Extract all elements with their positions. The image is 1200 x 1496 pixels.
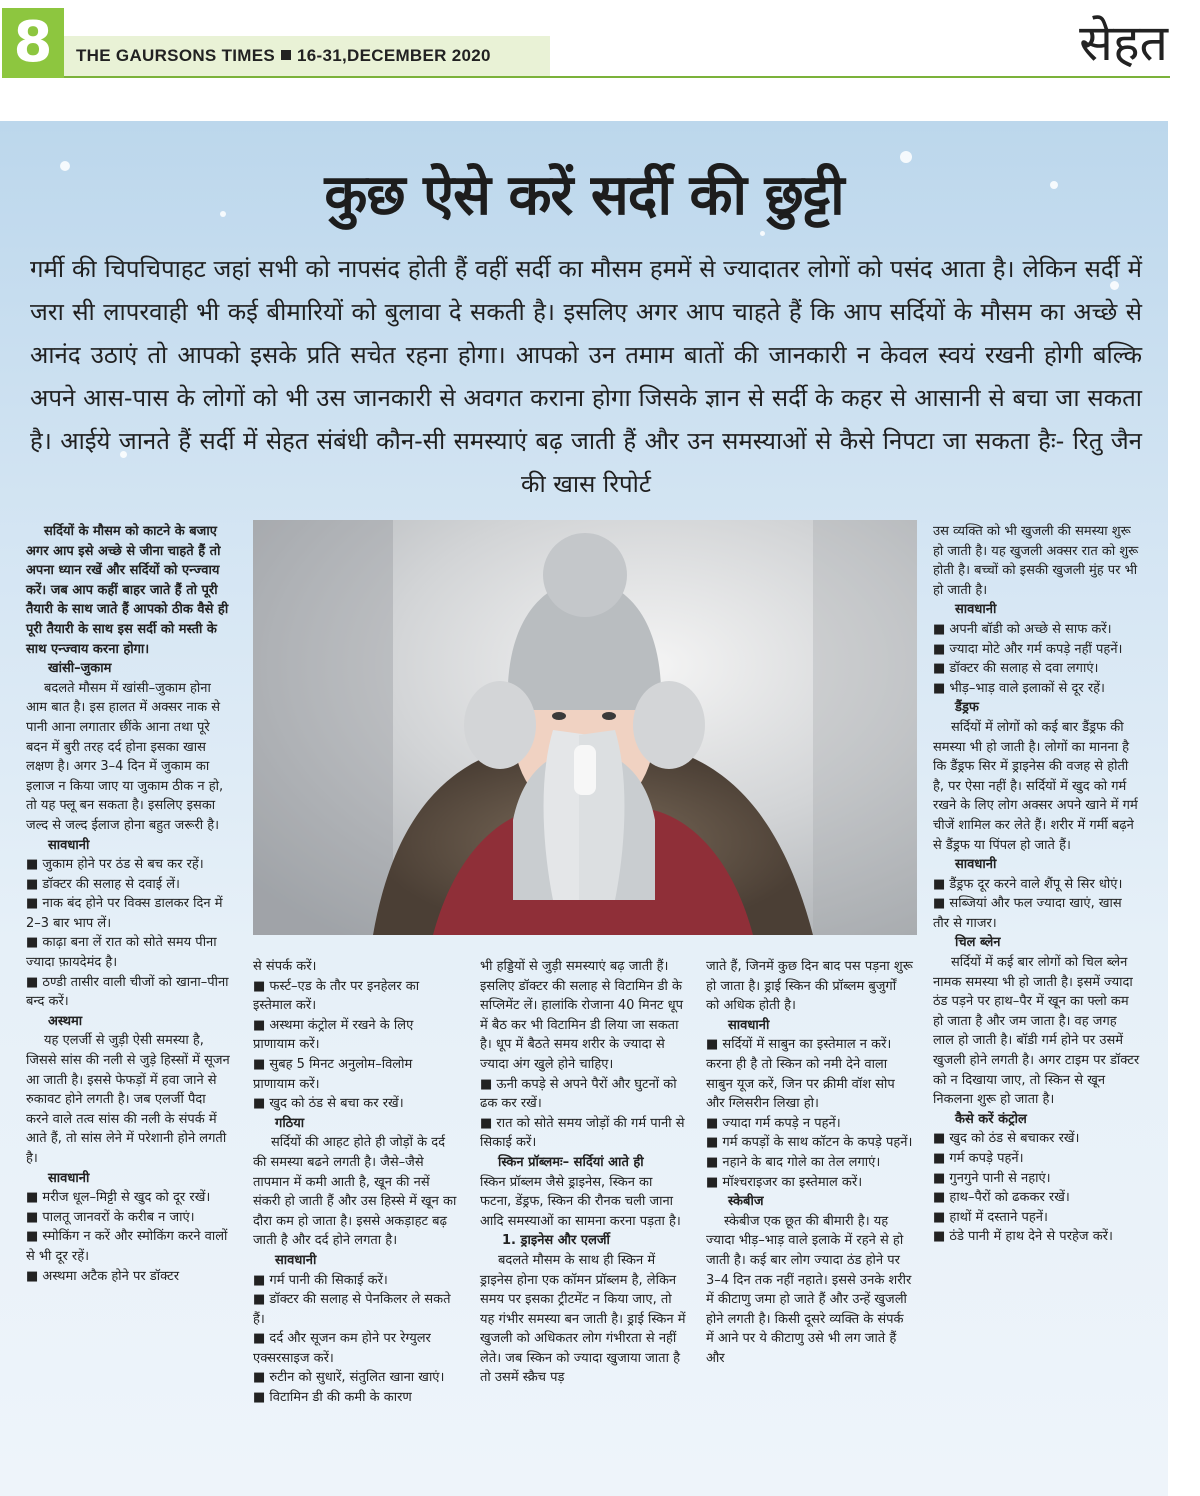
woman-in-winter-snow-photo	[253, 520, 917, 935]
paragraph: सर्दियों की आहट होते ही जोड़ों के दर्द की समस्या बढने लगती है। जैसे–जैसे तापमान में कमी आती है, खून की नसें संकरी हो जाती हैं और उस हिस्से में खून का दौरा कम हो जाता है। इससे अकड़ाहट बढ़ जाती है और दर्द होने लगता है।	[253, 1135, 457, 1249]
bullet-item: ■ हाथ–पैरों को ढककर रखें।	[933, 1190, 1070, 1206]
bullet-item: ■ रात को सोते समय जोड़ों की गर्म पानी से सिकाई करें।	[480, 1115, 685, 1151]
section-name: सेहत	[1079, 14, 1168, 72]
square-separator-icon	[281, 50, 291, 60]
issue-date: 16-31,DECEMBER 2020	[297, 46, 491, 65]
bullet-item: ■ सर्दियों में साबुन का इस्तेमाल न करें। करना ही है तो स्किन को नमी देने वाला साबुन यूज करें, जिन पर क्रीमी वॉश सोप और ग्लिसरीन लिखा हो।	[706, 1037, 895, 1112]
paragraph: से संपर्क करें।	[253, 959, 317, 974]
bullet-item: ■ डॉक्टर की सलाह से दवाई लें।	[26, 876, 180, 892]
article-title: कुछ ऐसे करें सर्दी की छुट्टी	[324, 163, 844, 228]
subheading: कैसे करें कंट्रोल	[955, 1111, 1027, 1127]
subheading: सावधानी	[275, 1252, 317, 1268]
bullet-item: ■ डॉक्टर की सलाह से पेनकिलर ले सकते हैं।	[253, 1292, 451, 1327]
subheading: स्केबीज	[728, 1194, 764, 1210]
subheading: सावधानी	[955, 602, 997, 618]
bullet-item: ■ ठंडे पानी में हाथ देने से परहेज करें।	[933, 1229, 1113, 1245]
paragraph: भी हड्डियों से जुड़ी समस्याएं बढ़ जाती हैं। इसलिए डॉक्टर की सलाह से विटामिन डी के सप्लिमेंट लें। हालांकि रोजाना 40 मिनट धूप में बैठ कर भी विटामिन डी लिया जा सकता है। धूप में बैठते समय शरीर के ज्यादा से ज्यादा अंग खुले होने चाहिए।	[480, 959, 683, 1072]
bullet-item: ■ डैंड्रफ दूर करने वाले शैंपू से सिर धोएं।	[933, 876, 1123, 892]
bullet-item: ■ सब्जियां और फल ज्यादा खाएं, खास तौर से गाजर।	[933, 896, 1122, 931]
subheading: सावधानी	[48, 837, 90, 853]
bullet-item: ■ डॉक्टर की सलाह से दवा लगाएं।	[933, 661, 1099, 677]
bullet-item: ■ गर्म कपड़ों के साथ कॉटन के कपड़े पहनें।	[706, 1135, 913, 1151]
bullet-item: ■ जुकाम होने पर ठंड से बच कर रहें।	[26, 857, 204, 873]
paragraph: सर्दियों में कई बार लोगों को चिल ब्लेन नामक समस्या भी हो जाती है। इसमें ज्यादा ठंड पड़ने पर हाथ–पैर में खून का फ्लो कम हो जाता है और जम जाता है। वह जगह लाल हो जाती है। बॉडी गर्म होने पर उसमें खुजली होने लगती है। अगर टाइम पर डॉक्टर को न दिखाया जाए, तो स्किन से खून निकलना शुरू हो जाता है।	[933, 955, 1140, 1108]
subheading: अस्थमा	[48, 1013, 83, 1029]
column-2	[253, 957, 458, 1408]
bullet-item: ■ मरीज धूल–मिट्टी से खुद को दूर रखें।	[26, 1190, 211, 1206]
subheading: डैंड्रफ	[955, 700, 979, 716]
page-header	[0, 0, 1200, 80]
subheading: सावधानी	[728, 1017, 770, 1033]
bullet-item: ■ ऊनी कपड़े से अपने पैरों और घुटनों को ढक कर रखें।	[480, 1076, 677, 1112]
paragraph: स्किन प्रॉब्लम जैसे ड्राइनेस, स्किन का फटना, डेंड्रफ, स्किन की रौनक चली जाना आदि समस्याओं का सामना करना पड़ता है।	[480, 1174, 681, 1229]
subheading: गठिया	[275, 1115, 305, 1131]
paragraph: सर्दियों के मौसम को काटने के बजाए अगर आप इसे अच्छे से जीना चाहते हैं तो अपना ध्यान रखें और सर्दियों को एन्ज्वाय करें। जब आप कहीं बाहर जाते हैं तो पूरी तैयारी के साथ जाते हैं आपको ठीक वैसे ही पूरी तैयारी के साथ इस सर्दी को मस्ती के साथ एन्ज्वाय करना होगा।	[26, 524, 229, 657]
bullet-item: ■ गर्म कपड़े पहनें।	[933, 1151, 1024, 1166]
paragraph: यह एलर्जी से जुड़ी ऐसी समस्या है, जिससे सांस की नली से जुड़े हिस्सों में सूजन आ जाती है। इससे फेफड़ों में हवा जाने से रुकावट होने लगती है। जब एलर्जी पैदा करने वाले तत्व सांस की नली के संपर्क में आते हैं, तो सांस लेने में परेशानी होने लगती है।	[26, 1033, 230, 1166]
paragraph: बदलते मौसम में खांसी–जुकाम होना आम बात है। इस हालत में अक्सर नाक से पानी आना लगातार छींके आना तथा पूरे बदन में बुरी तरह दर्द होना इसका खास लक्षण है। अगर 3–4 दिन में जुकाम का इलाज न किया जाए या जुकाम ठीक न हो, तो यह फ्लू बन सकता है। इसलिए इसका जल्द से जल्द ईलाज होना बहुत जरूरी है।	[26, 680, 224, 833]
column-5	[933, 522, 1141, 1247]
bullet-item: ■ अस्थमा कंट्रोल में रखने के लिए प्राणायाम करें।	[253, 1017, 414, 1053]
header-rule	[64, 76, 1170, 78]
snowflake-icon	[760, 231, 765, 236]
bullet-item: ■ हाथों में दस्ताने पहनें।	[933, 1209, 1048, 1225]
subheading: खांसी–जुकाम	[48, 661, 112, 677]
paragraph: उस व्यक्ति को भी खुजली की समस्या शुरू हो जाती है। यह खुजली अक्सर रात को शुरू होती है। बच्चों को इसकी खुजली मुंह पर भी हो जाती है।	[933, 524, 1139, 598]
paragraph: स्किन प्रॉब्लमः– सर्दियां आते ही	[498, 1154, 644, 1170]
bullet-item: ■ पालतू जानवरों के करीब न जाएं।	[26, 1209, 195, 1225]
bullet-item: ■ अपनी बॉडी को अच्छे से साफ करें।	[933, 621, 1112, 637]
column-1	[26, 522, 232, 1286]
bullet-item: ■ फर्स्ट–एड के तौर पर इनहेलर का इस्तेमाल करें।	[253, 978, 420, 1014]
subheading: सावधानी	[48, 1170, 90, 1186]
bullet-item: ■ सुबह 5 मिनट अनुलोम–विलोम प्राणायाम करें।	[253, 1056, 413, 1092]
bullet-item: ■ खुद को ठंड से बचाकर रखें।	[933, 1131, 1080, 1147]
bullet-item: ■ गर्म पानी की सिकाई करें।	[253, 1272, 388, 1288]
column-4	[706, 957, 913, 1368]
bullet-item: ■ भीड़–भाड़ वाले इलाकों से दूर रहें।	[933, 680, 1105, 696]
subheading: चिल ब्लेन	[955, 935, 1001, 951]
bullet-item: ■ ठण्डी तासीर वाली चीजों को खाना–पीना बन्द करें।	[26, 974, 229, 1010]
bullet-item: ■ काढ़ा बना लें रात को सोते समय पीना ज्यादा फ़ायदेमंद है।	[26, 935, 217, 971]
paragraph: सर्दियों में लोगों को कई बार डैंड्रफ की समस्या भी हो जाती है। लोगों का मानना है कि डैंड्रफ सिर में ड्राइनेस की वजह से होती है, पर ऐसा नहीं है। सर्दियों में खुद को गर्म रखने के लिए लोग अक्सर अपने खाने में गर्म चीजें शामिल कर लेते हैं। शरीर में गर्मी बढ़ने से डैंड्रफ या पिंपल हो जाते हैं।	[933, 719, 1138, 853]
bullet-item: ■ मॉश्चराइजर का इस्तेमाल करें।	[706, 1174, 863, 1190]
page-number: 8	[2, 8, 64, 78]
publication-name: THE GAURSONS TIMES	[76, 46, 276, 65]
article-intro: गर्मी की चिपचिपाहट जहां सभी को नापसंद होती हैं वहीं सर्दी का मौसम हममें से ज्यादातर लोगों को पसंद आता है। लेकिन सर्दी में जरा सी लापरवाही भी कई बीमारियों को बुलावा दे सकती है। इसलिए अगर आप चाहते हैं कि आप सर्दियों के मौसम का अच्छे से आनंद उठाएं तो आपको इसके प्रति सचेत रहना होगा। आपको उन तमाम बातों की जानकारी न केवल स्वयं रखनी होगी बल्कि अपने आस-पास के लोगों को भी उस जानकारी से अवगत कराना होगा जिसके ज्ञान से सर्दी के कहर से आसानी से बचा जा सकता है। आईये जानते हैं सर्दी में सेहत संबंधी कौन-सी समस्याएं बढ़ जाती हैं और उन समस्याओं से कैसे निपटा जा सकता हैः- रितु जैन की खास रिपोर्ट	[30, 255, 1142, 498]
bullet-item: ■ नहाने के बाद गोले का तेल लगाएं।	[706, 1154, 881, 1170]
bullet-item: ■ गुनगुने पानी से नहाएं।	[933, 1170, 1051, 1186]
bullet-item: ■ विटामिन डी की कमी के कारण	[253, 1390, 412, 1406]
bullet-item: ■ ज्यादा मोटे और गर्म कपड़े नहीं पहनें।	[933, 641, 1123, 657]
subheading: सावधानी	[955, 857, 997, 873]
bullet-item: ■ ज्यादा गर्म कपड़े न पहनें।	[706, 1115, 841, 1131]
bullet-item: ■ खुद को ठंड से बचा कर रखें।	[253, 1096, 404, 1112]
article-photo	[253, 520, 917, 935]
subheading: 1. ड्राइनेस और एलर्जी	[502, 1233, 610, 1249]
bullet-item: ■ दर्द और सूजन कम होने पर रेग्युलर एक्सरसाइज करें।	[253, 1331, 431, 1366]
paragraph: स्केबीज एक छूत की बीमारी है। यह ज्यादा भीड़–भाड़ वाले इलाके में रहने से हो जाती है। कई बार लोग ज्यादा ठंड होने पर 3–4 दिन तक नहीं नहाते। इससे उनके शरीर में कीटाणु जमा हो जाते हैं और उन्हें खुजली होने लगती है। किसी दूसरे व्यक्ति के संपर्क में आने पर ये कीटाणु उसे भी लग जाते हैं और	[706, 1213, 912, 1366]
publication-line	[76, 46, 491, 66]
bullet-item: ■ रुटीन को सुधारें, संतुलित खाना खाएं।	[253, 1370, 445, 1386]
bullet-item: ■ स्मोकिंग न करें और स्मोकिंग करने वालों से भी दूर रहें।	[26, 1229, 228, 1264]
paragraph: जाते हैं, जिनमें कुछ दिन बाद पस पड़ना शुरू हो जाता है। ड्राई स्किन की प्रॉब्लम बुजुर्गों को अधिक होती है।	[706, 959, 913, 1014]
column-3	[480, 957, 686, 1388]
bullet-item: ■ नाक बंद होने पर विक्स डालकर दिन में 2–3 बार भाप लें।	[26, 896, 223, 931]
paragraph: बदलते मौसम के साथ ही स्किन में ड्राइनेस होना एक कॉमन प्रॉब्लम है, लेकिन समय पर इसका ट्रीटमेंट न किया जाए, तो यह गंभीर समस्या बन जाती है। ड्राई स्किन में खुजली को अधिकतर लोग गंभीरता से नहीं लेते। जब स्किन को ज्यादा खुजाया जाता है तो उसमें स्क्रैच पड़	[480, 1252, 686, 1386]
bullet-item: ■ अस्थमा अटैक होने पर डॉक्टर	[26, 1268, 180, 1284]
